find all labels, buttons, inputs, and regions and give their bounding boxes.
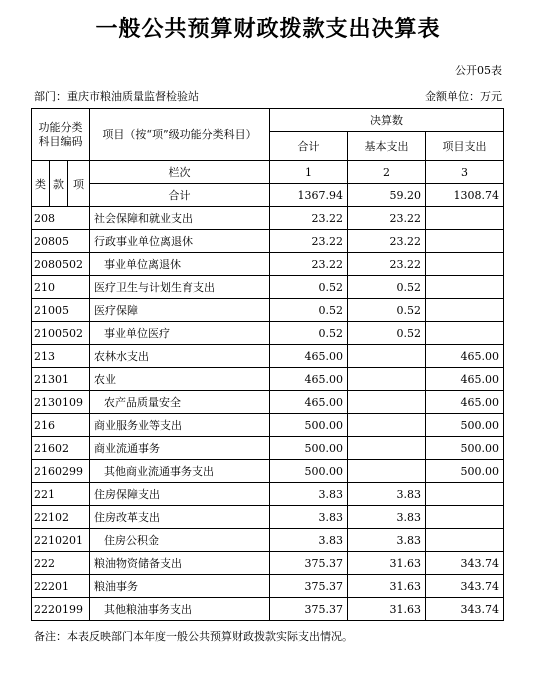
row-project: [426, 483, 504, 506]
row-total: 375.37: [270, 575, 348, 598]
row-name: 其他商业流通事务支出: [90, 460, 270, 483]
table-row: [32, 506, 504, 529]
table-row: [32, 276, 504, 299]
row-code: 208: [32, 207, 90, 230]
total-row-label: 合计: [90, 184, 270, 207]
row-total: 3.83: [270, 529, 348, 552]
row-code: 21602: [32, 437, 90, 460]
expenditure-table: [31, 108, 504, 621]
row-name: 住房改革支出: [90, 506, 270, 529]
row-code: 22102: [32, 506, 90, 529]
row-basic: [348, 368, 426, 391]
table-row: [32, 552, 504, 575]
row-name: 住房保障支出: [90, 483, 270, 506]
row-name: 事业单位医疗: [90, 322, 270, 345]
row-total: 3.83: [270, 483, 348, 506]
header-project: 项目支出: [426, 132, 504, 161]
row-basic: 3.83: [348, 506, 426, 529]
row-name: 商业服务业等支出: [90, 414, 270, 437]
row-basic: 0.52: [348, 299, 426, 322]
row-code: 2130109: [32, 391, 90, 414]
row-code: 2220199: [32, 598, 90, 621]
row-project: [426, 207, 504, 230]
table-row: [32, 322, 504, 345]
form-code: 公开05表: [455, 64, 502, 77]
header-item: 项目（按“项”级功能分类科目）: [90, 109, 270, 161]
row-code: 20805: [32, 230, 90, 253]
row-project: [426, 506, 504, 529]
table-row: [32, 391, 504, 414]
row-basic: 31.63: [348, 575, 426, 598]
row-code: 221: [32, 483, 90, 506]
total-row-project: 1308.74: [426, 184, 504, 207]
row-basic: 23.22: [348, 230, 426, 253]
table-row: [32, 230, 504, 253]
row-total: 23.22: [270, 207, 348, 230]
row-total: 23.22: [270, 253, 348, 276]
row-code: 2160299: [32, 460, 90, 483]
page-title: 一般公共预算财政拨款支出决算表: [95, 16, 441, 42]
row-project: [426, 529, 504, 552]
row-project: [426, 322, 504, 345]
row-total: 3.83: [270, 506, 348, 529]
row-project: 465.00: [426, 368, 504, 391]
row-total: 465.00: [270, 345, 348, 368]
header-total: 合计: [270, 132, 348, 161]
row-name: 粮油物资储备支出: [90, 552, 270, 575]
row-name: 事业单位离退休: [90, 253, 270, 276]
row-name: 其他粮油事务支出: [90, 598, 270, 621]
table-row: [32, 437, 504, 460]
table-row: [32, 460, 504, 483]
row-basic: 31.63: [348, 552, 426, 575]
col-num-1: 1: [270, 161, 348, 184]
table-row: [32, 529, 504, 552]
table-row: [32, 207, 504, 230]
row-total: 465.00: [270, 391, 348, 414]
unit-label: 金额单位：万元: [425, 90, 502, 103]
row-project: 343.74: [426, 552, 504, 575]
row-project: 343.74: [426, 598, 504, 621]
row-project: 500.00: [426, 437, 504, 460]
table-row: [32, 575, 504, 598]
row-basic: 3.83: [348, 483, 426, 506]
row-basic: [348, 437, 426, 460]
row-total: 500.00: [270, 414, 348, 437]
footnote: 备注：本表反映部门本年度一般公共预算财政拨款实际支出情况。: [34, 630, 353, 643]
row-project: 465.00: [426, 345, 504, 368]
row-total: 500.00: [270, 460, 348, 483]
row-total: 0.52: [270, 322, 348, 345]
row-code: 21005: [32, 299, 90, 322]
row-code: 22201: [32, 575, 90, 598]
row-total: 465.00: [270, 368, 348, 391]
row-name: 商业流通事务: [90, 437, 270, 460]
row-basic: 31.63: [348, 598, 426, 621]
row-basic: 0.52: [348, 276, 426, 299]
table-row: [32, 598, 504, 621]
row-basic: [348, 391, 426, 414]
row-name: 行政事业单位离退休: [90, 230, 270, 253]
row-name: 住房公积金: [90, 529, 270, 552]
department-label: 部门：重庆市粮油质量监督检验站: [34, 90, 199, 103]
table-row: [32, 253, 504, 276]
row-project: [426, 276, 504, 299]
table-row: [32, 414, 504, 437]
row-name: 粮油事务: [90, 575, 270, 598]
header-final-accounts: 决算数: [270, 109, 504, 132]
row-total: 23.22: [270, 230, 348, 253]
row-name: 农林水支出: [90, 345, 270, 368]
row-name: 社会保障和就业支出: [90, 207, 270, 230]
row-code: 2210201: [32, 529, 90, 552]
header-kuan: 款: [50, 161, 68, 207]
row-basic: 23.22: [348, 253, 426, 276]
row-total: 500.00: [270, 437, 348, 460]
header-lei: 类: [32, 161, 50, 207]
row-code: 216: [32, 414, 90, 437]
row-project: [426, 230, 504, 253]
row-basic: 3.83: [348, 529, 426, 552]
row-name: 医疗保障: [90, 299, 270, 322]
row-basic: [348, 345, 426, 368]
header-xiang: 项: [68, 161, 90, 207]
row-project: 500.00: [426, 414, 504, 437]
row-code: 21301: [32, 368, 90, 391]
row-project: 500.00: [426, 460, 504, 483]
row-total: 0.52: [270, 276, 348, 299]
row-code: 210: [32, 276, 90, 299]
header-code: 功能分类科目编码: [32, 109, 90, 161]
row-code: 2080502: [32, 253, 90, 276]
row-basic: 0.52: [348, 322, 426, 345]
row-basic: [348, 460, 426, 483]
row-basic: [348, 414, 426, 437]
row-project: 343.74: [426, 575, 504, 598]
row-name: 农业: [90, 368, 270, 391]
row-code: 213: [32, 345, 90, 368]
table-row: [32, 345, 504, 368]
row-code: 2100502: [32, 322, 90, 345]
table-row: [32, 299, 504, 322]
row-basic: 23.22: [348, 207, 426, 230]
col-num-2: 2: [348, 161, 426, 184]
row-total: 0.52: [270, 299, 348, 322]
col-num-3: 3: [426, 161, 504, 184]
row-project: [426, 253, 504, 276]
row-project: [426, 299, 504, 322]
row-name: 医疗卫生与计划生育支出: [90, 276, 270, 299]
row-total: 375.37: [270, 598, 348, 621]
row-name: 农产品质量安全: [90, 391, 270, 414]
total-row-basic: 59.20: [348, 184, 426, 207]
row-project: 465.00: [426, 391, 504, 414]
row-total: 375.37: [270, 552, 348, 575]
header-column-index: 栏次: [90, 161, 270, 184]
row-code: 222: [32, 552, 90, 575]
header-basic: 基本支出: [348, 132, 426, 161]
total-row-total: 1367.94: [270, 184, 348, 207]
table-row: [32, 483, 504, 506]
table-row: [32, 368, 504, 391]
